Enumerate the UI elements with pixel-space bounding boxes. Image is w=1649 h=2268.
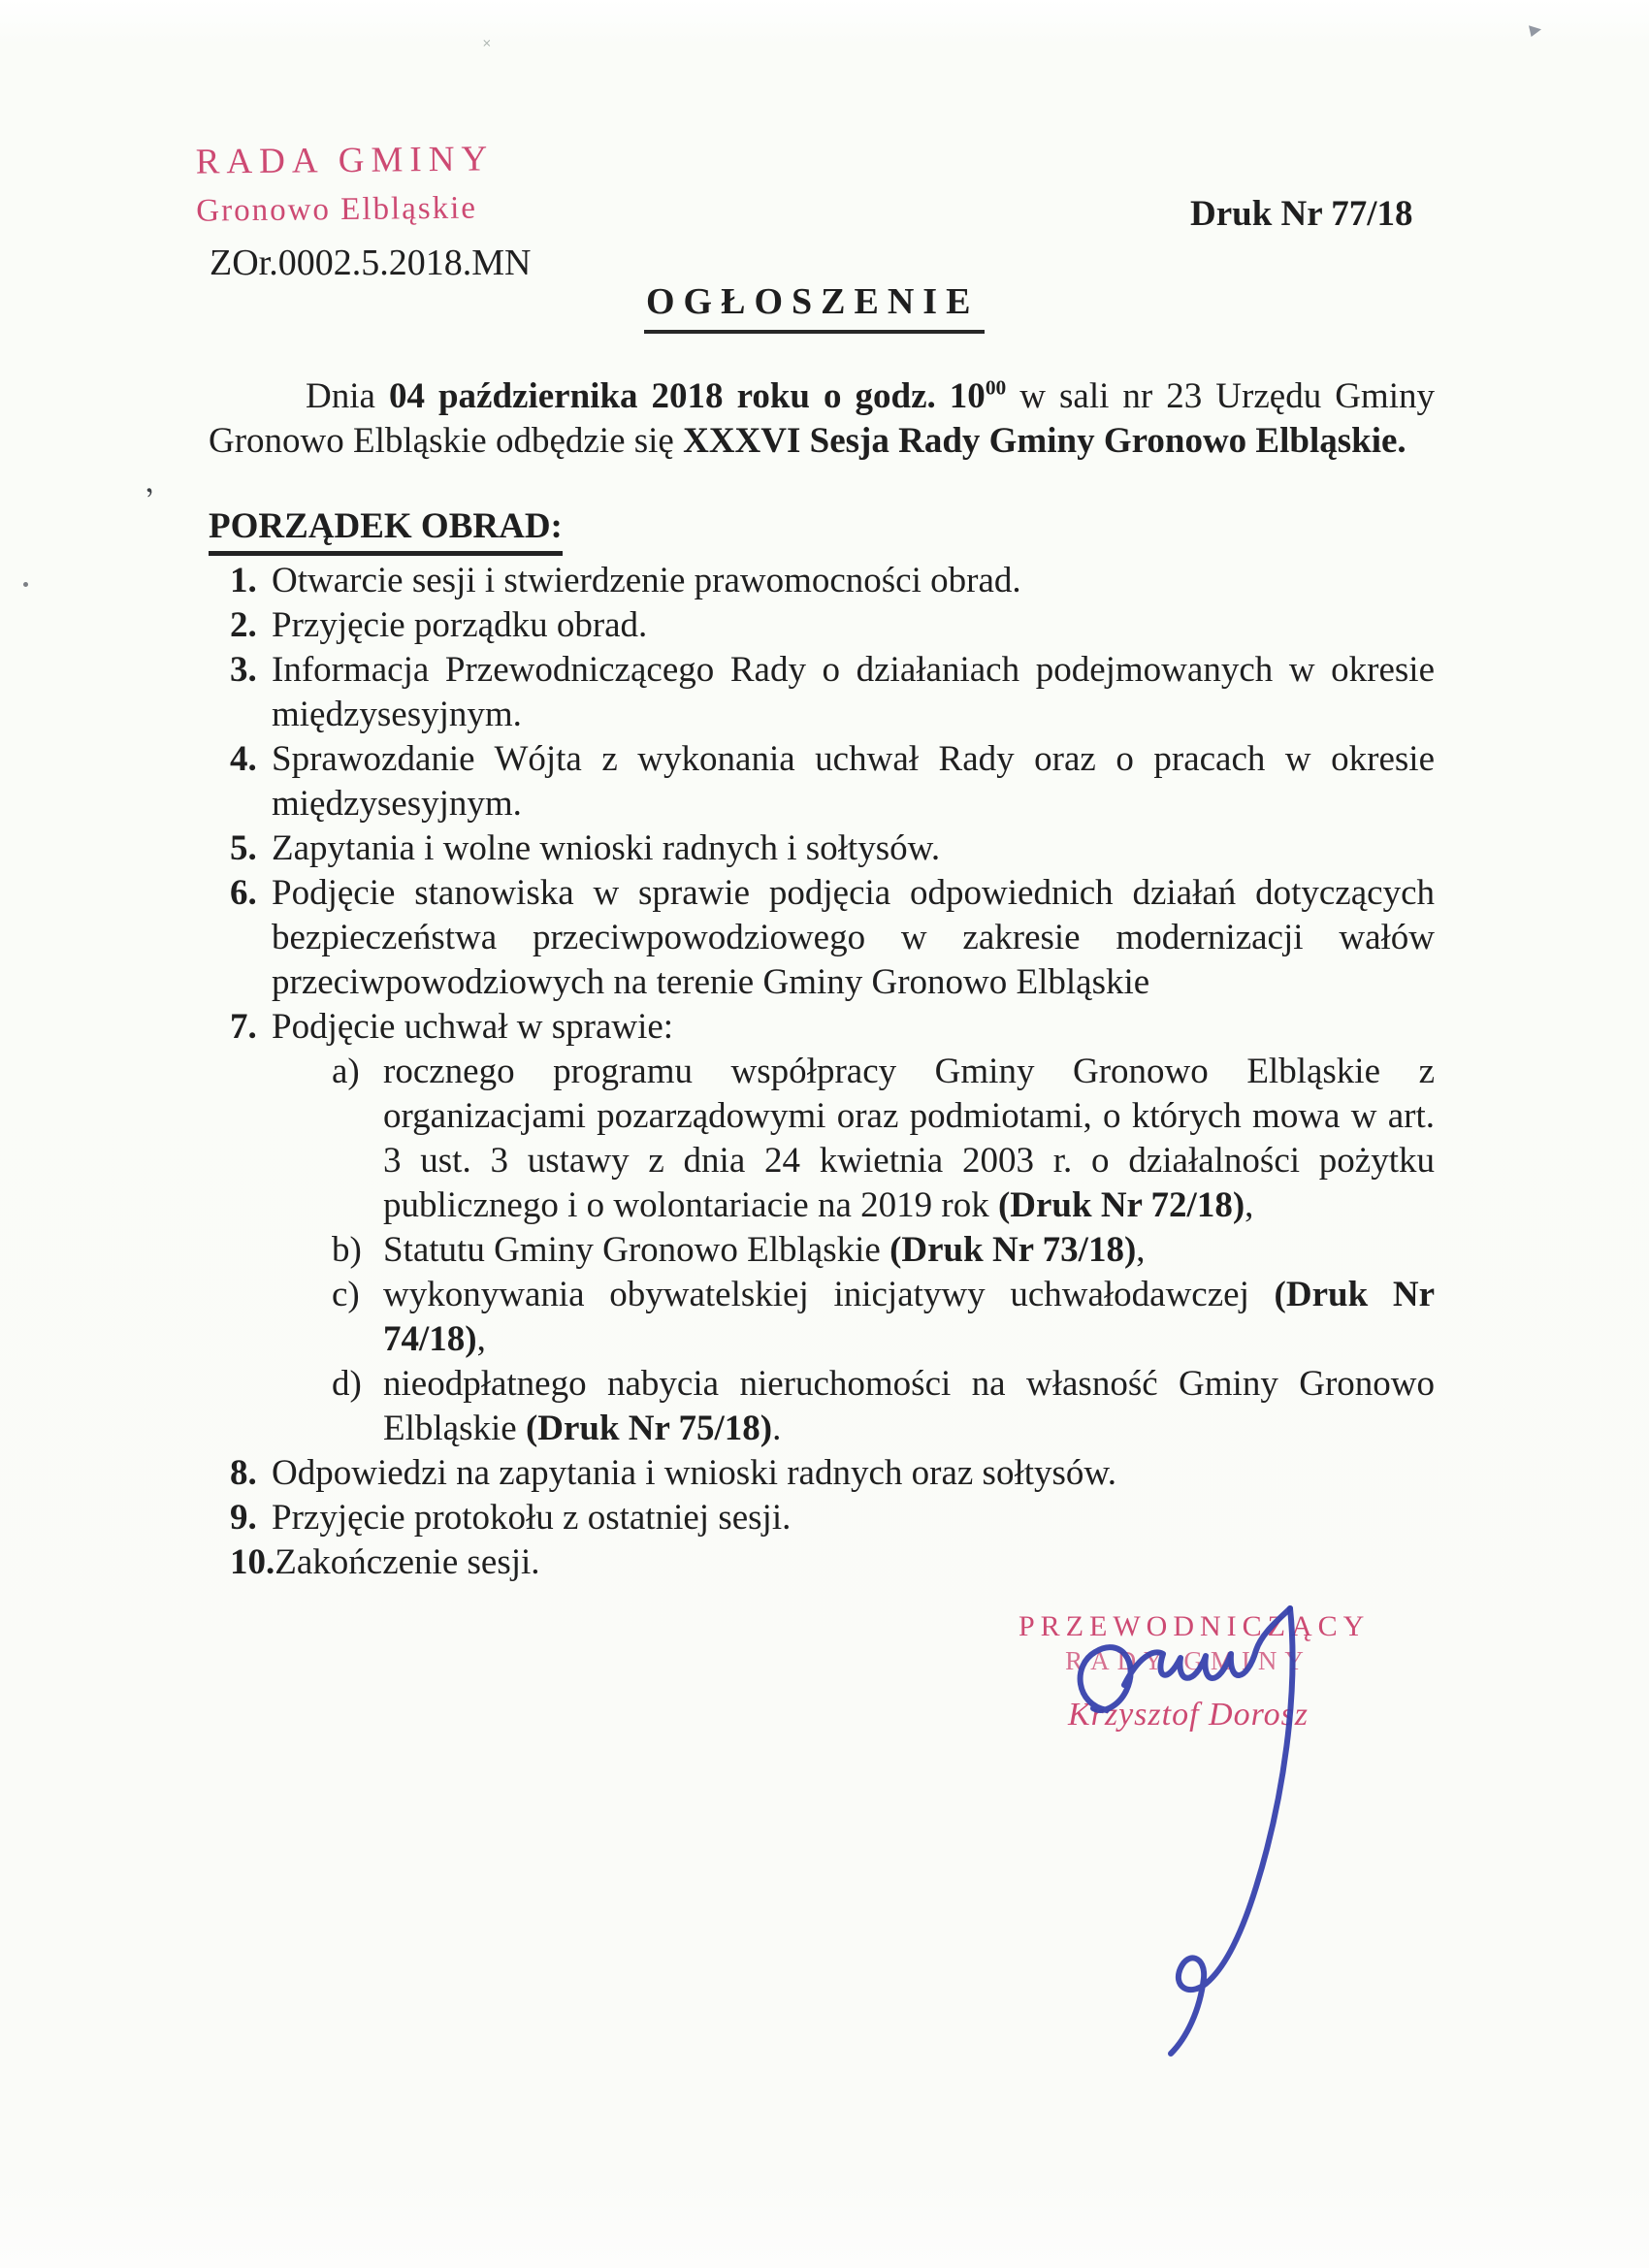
council-stamp-line1: RADA GMINY: [195, 139, 495, 182]
agenda-item-text: Odpowiedzi na zapytania i wnioski radnych oraz sołtysów.: [272, 1453, 1116, 1493]
agenda-item-number: 9.: [230, 1498, 257, 1538]
agenda-item-text: Podjęcie stanowiska w sprawie podjęcia odpowiednich działań dotyczących bezpieczeństwa przeciwpowodziowego w zakresie modernizacji wałów przeciwpowodziowych na terenie Gminy Gronowo Elbląskie: [272, 873, 1435, 1002]
agenda-subitem-letter: b): [332, 1230, 362, 1270]
agenda-item: [209, 1451, 1435, 1496]
chairman-stamp-name: Krzysztof Dorosz: [1067, 1697, 1310, 1733]
agenda-subitem-text: rocznego programu współpracy Gminy Gronowo Elbląskie z organizacjami pozarządowymi oraz podmiotami, o których mowa w art. 3 ust. 3 ustawy z dnia 24 kwietnia 2003 r. o działalności pożytku publicznego i o wolontariacie na 2019 rok (Druk Nr 72/18),: [383, 1052, 1435, 1225]
agenda-item-number: 1.: [230, 561, 257, 600]
agenda-item: [209, 1496, 1435, 1540]
agenda-item-text: Informacja Przewodniczącego Rady o działaniach podejmowanych w okresie międzysesyjnym.: [272, 650, 1435, 734]
council-stamp-line2: Gronowo Elbląskie: [196, 190, 478, 229]
scan-speck: [1529, 24, 1541, 37]
agenda-subitem: [209, 1362, 1435, 1451]
agenda-item-number: 10.: [230, 1542, 275, 1582]
chairman-stamp-subtitle: RADY GMINY: [1065, 1646, 1311, 1675]
handwritten-signature: [1043, 1596, 1334, 2081]
agenda-item-text: Zakończenie sesji.: [275, 1542, 540, 1582]
agenda-item-number: 2.: [230, 605, 257, 645]
agenda-item-text: Sprawozdanie Wójta z wykonania uchwał Rady oraz o pracach w okresie międzysesyjnym.: [272, 739, 1435, 824]
agenda-item-text: Otwarcie sesji i stwierdzenie prawomocności obrad.: [272, 561, 1021, 600]
agenda-item-number: 3.: [230, 650, 257, 690]
agenda-subitem-letter: c): [332, 1275, 360, 1314]
agenda-subitem: [209, 1273, 1435, 1362]
council-stamp: [196, 138, 495, 229]
agenda-subitem-text: Statutu Gminy Gronowo Elbląskie (Druk Nr 73/18),: [383, 1230, 1146, 1270]
agenda-subitem-letter: d): [332, 1364, 362, 1404]
agenda-item: [209, 871, 1435, 1005]
agenda-subitem-letter: a): [332, 1052, 360, 1091]
agenda-item: [209, 1005, 1435, 1050]
agenda-heading-text: PORZĄDEK OBRAD:: [209, 504, 563, 556]
agenda-item: [209, 603, 1435, 648]
agenda-heading: [209, 504, 1435, 556]
chairman-stamp-title: PRZEWODNICZĄCY: [1018, 1610, 1371, 1642]
scan-mark: ‚: [137, 463, 157, 501]
agenda-item-text: Podjęcie uchwał w sprawie:: [272, 1007, 674, 1047]
agenda-item: [209, 826, 1435, 871]
document-body: [209, 374, 1435, 1585]
document-number: Druk Nr 77/18: [1190, 194, 1413, 234]
agenda-item: [209, 737, 1435, 826]
scan-smudge: ˟: [483, 37, 491, 58]
agenda-item-number: 8.: [230, 1453, 257, 1493]
agenda-item-number: 4.: [230, 739, 257, 779]
reference-number: ZOr.0002.5.2018.MN: [210, 243, 532, 283]
agenda-item-number: 5.: [230, 828, 257, 868]
agenda-subitem-text: wykonywania obywatelskiej inicjatywy uchwałodawczej (Druk Nr 74/18),: [383, 1275, 1435, 1359]
agenda-item-number: 6.: [230, 873, 257, 913]
document-title-text: OGŁOSZENIE: [644, 280, 985, 334]
agenda-item: [209, 559, 1435, 603]
agenda-subitem: [209, 1050, 1435, 1228]
intro-paragraph: Dnia 04 października 2018 roku o godz. $10^{00}$ w sali nr 23 Urzędu Gminy Gronowo Elbląskie odbędzie się XXXVI Sesja Rady Gminy Gronowo Elbląskie.: [209, 375, 1435, 461]
agenda-item-text: Zapytania i wolne wnioski radnych i sołtysów.: [272, 828, 941, 868]
agenda-subitem: [209, 1228, 1435, 1273]
agenda-subitem-text: nieodpłatnego nabycia nieruchomości na własność Gminy Gronowo Elbląskie (Druk Nr 75/18).: [383, 1364, 1435, 1448]
document-title: [644, 280, 985, 334]
agenda-item: [209, 1540, 1435, 1585]
agenda-item: [209, 648, 1435, 737]
agenda-list: [209, 559, 1435, 1585]
agenda-item-text: Przyjęcie protokołu z ostatniej sesji.: [272, 1498, 792, 1538]
scan-dot: [23, 582, 28, 587]
agenda-item-number: 7.: [230, 1007, 257, 1047]
agenda-item-text: Przyjęcie porządku obrad.: [272, 605, 648, 645]
